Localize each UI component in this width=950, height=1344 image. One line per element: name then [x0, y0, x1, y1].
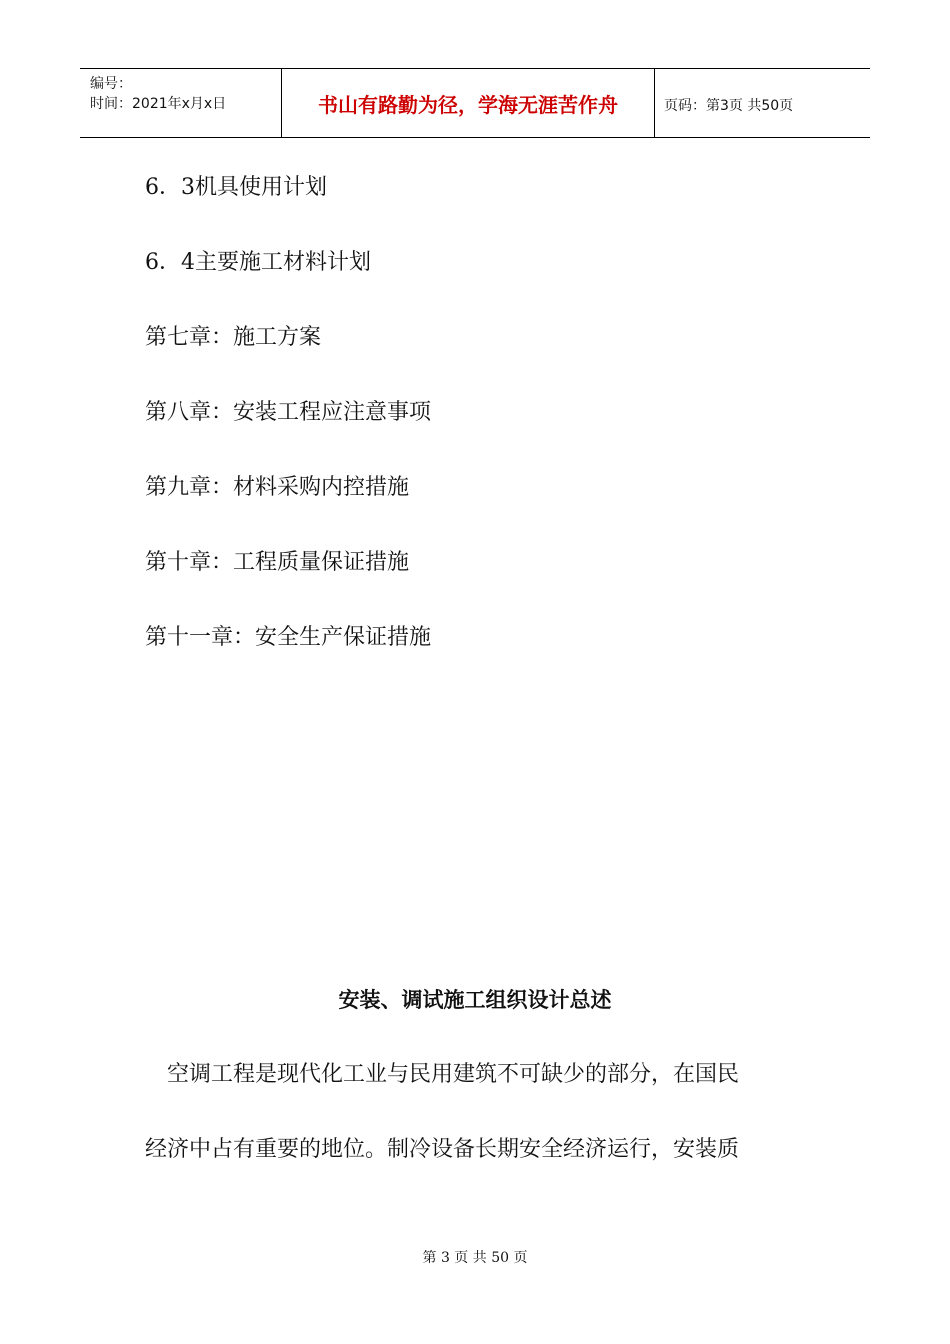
- header-motto: 书山有路勤为径，学海无涯苦作舟: [318, 93, 618, 117]
- number-label: 编号：: [90, 76, 132, 92]
- toc-item: 第十一章：安全生产保证措施: [145, 625, 432, 650]
- time-label: 时间：2021年x月x日: [90, 96, 227, 112]
- toc-item: 6．3机具使用计划: [145, 175, 327, 200]
- toc-item: 6．4主要施工材料计划: [145, 250, 371, 275]
- header-left-cell: [80, 69, 281, 137]
- header-middle-cell: [281, 69, 655, 137]
- page-footer: 第 3 页 共 50 页: [422, 1250, 528, 1266]
- paragraph-line: 空调工程是现代化工业与民用建筑不可缺少的部分，在国民: [145, 1062, 740, 1087]
- toc-item: 第七章：施工方案: [145, 325, 322, 350]
- toc-item: 第九章：材料采购内控措施: [145, 475, 410, 500]
- toc-item: 第八章：安装工程应注意事项: [145, 400, 432, 425]
- header-right-cell: [654, 69, 870, 137]
- paragraph-line: 经济中占有重要的地位。制冷设备长期安全经济运行，安装质: [145, 1137, 740, 1162]
- section-title: 安装、调试施工组织设计总述: [338, 987, 612, 1012]
- header-page-info: 页码：第3页 共50页: [664, 98, 794, 114]
- toc-item: 第十章：工程质量保证措施: [145, 550, 410, 575]
- page-header: [80, 68, 870, 138]
